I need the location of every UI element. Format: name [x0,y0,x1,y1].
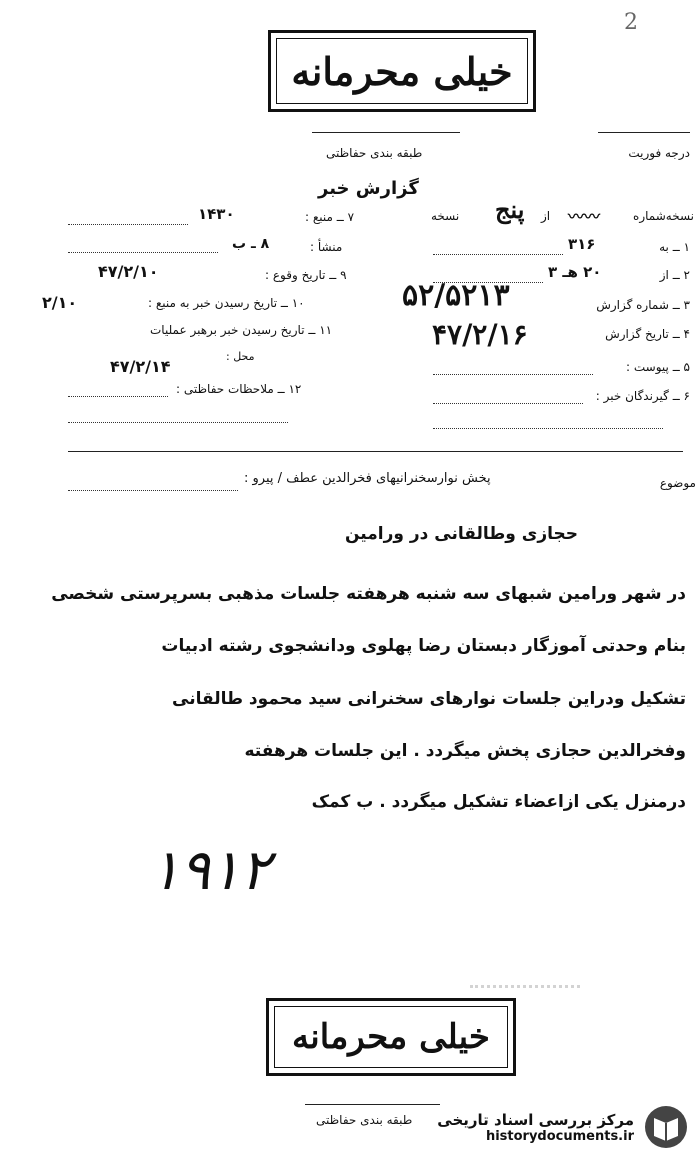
copy-from-value: پنج [495,195,525,224]
source-dots [68,224,188,225]
to-dots [433,254,563,255]
event-date-label: ۹ ــ تاریخ وقوع : [265,268,347,282]
ops-received-label: ۱۱ ــ تاریخ رسیدن خبر برهبر عملیات [150,323,333,337]
to-value: ۳۱۶ [568,235,596,253]
from-value: ۲۰ هـ ۳ [548,263,602,281]
recipients-dots-2 [433,428,663,429]
body-line-2: بنام وحدتی آموزگار دبستان رضا پهلوی ودانشجوی رشته ادبیات [161,636,686,656]
to-label: ۱ ــ به [659,240,690,254]
source-received-label: ۱۰ ــ تاریخ رسیدن خبر به منبع : [148,296,305,310]
urgency-label: درجه فوریت [628,146,690,160]
footer-line [305,1104,440,1105]
place-label: محل : [226,350,255,363]
page-marker: 2 [624,10,638,35]
copy-number-value: 〰〰 [568,207,601,226]
body-heading: حجازی وطالقانی در ورامین [345,524,579,544]
body-line-5: درمنزل یکی ازاعضاء تشکیل میگردد . ب کمک [311,792,686,812]
from-label: ۲ ــ از [659,268,690,282]
body-line-4: وفخرالدین حجازی پخش میگردد . این جلسات هرهفته [244,741,686,761]
copy-number-label: نسخه‌شماره [633,209,694,223]
report-title: گزارش خبر [318,178,419,199]
bottom-classification-stamp [266,998,516,1076]
book-icon [640,1104,692,1150]
footer-classification-label: طبقه بندی حفاظتی [316,1113,413,1127]
source-value: ۱۴۳۰ [198,205,235,223]
body-line-1: در شهر ورامین شبهای سه شنبه هرهفته جلسات مذهبی بسرپرستی شخصی [51,584,686,604]
classification-label: طبقه بندی حفاظتی [326,146,423,160]
handwritten-number: ۱۹۱۲ [150,838,271,903]
watermark-text [437,1111,634,1144]
origin-dots [68,252,218,253]
source-label: ۷ ــ منبع : [305,210,355,224]
security-notes-label: ۱۲ ــ ملاحظات حفاظتی : [176,382,302,396]
recipients-label: ۶ ــ گیرندگان خبر : [595,389,690,403]
origin-label: منشأ : [310,240,343,254]
top-classification-stamp [268,30,536,112]
watermark-logo [437,1104,692,1150]
faint-ink-mark [470,955,580,988]
urgency-line [598,132,690,133]
subject-text: پخش نوارسخنرانیهای فخرالدین عطف / پیرو : [244,471,491,486]
fields-divider [68,451,683,452]
report-number-value: ۵۲/۵۲۱۳ [402,278,510,313]
body-line-3: تشکیل ودراین جلسات نوارهای سخنرانی سید محمود طالقانی [172,689,686,709]
event-date-value: ۴۷/۲/۱۰ [98,262,159,281]
report-date-label: ۴ ــ تاریخ گزارش [605,327,690,341]
top-stamp-text: خیلی محرمانه [291,48,513,94]
attachment-dots [433,374,593,375]
recipients-dots [433,403,583,404]
origin-value: ۸ ـ ب [232,236,270,252]
copy-from-label: از [541,209,551,223]
watermark-url[interactable]: historydocuments.ir [485,1128,634,1144]
place-value: ۴۷/۲/۱۴ [110,357,171,376]
report-number-label: ۳ ــ شماره گزارش [596,298,690,312]
security-dots-2 [68,422,288,423]
bottom-stamp-text: خیلی محرمانه [292,1017,490,1057]
report-date-value: ۴۷/۲/۱۶ [432,318,528,351]
subject-label: موضوع [659,476,696,490]
classification-line [312,132,460,133]
copy-word: نسخه [431,209,460,223]
attachment-label: ۵ ــ پیوست : [626,360,690,374]
watermark-name: مرکز بررسی اسناد تاریخی [437,1110,634,1129]
security-dots [68,396,168,397]
subject-dots [68,490,238,491]
source-received-value: ۲/۱۰ [42,293,78,312]
